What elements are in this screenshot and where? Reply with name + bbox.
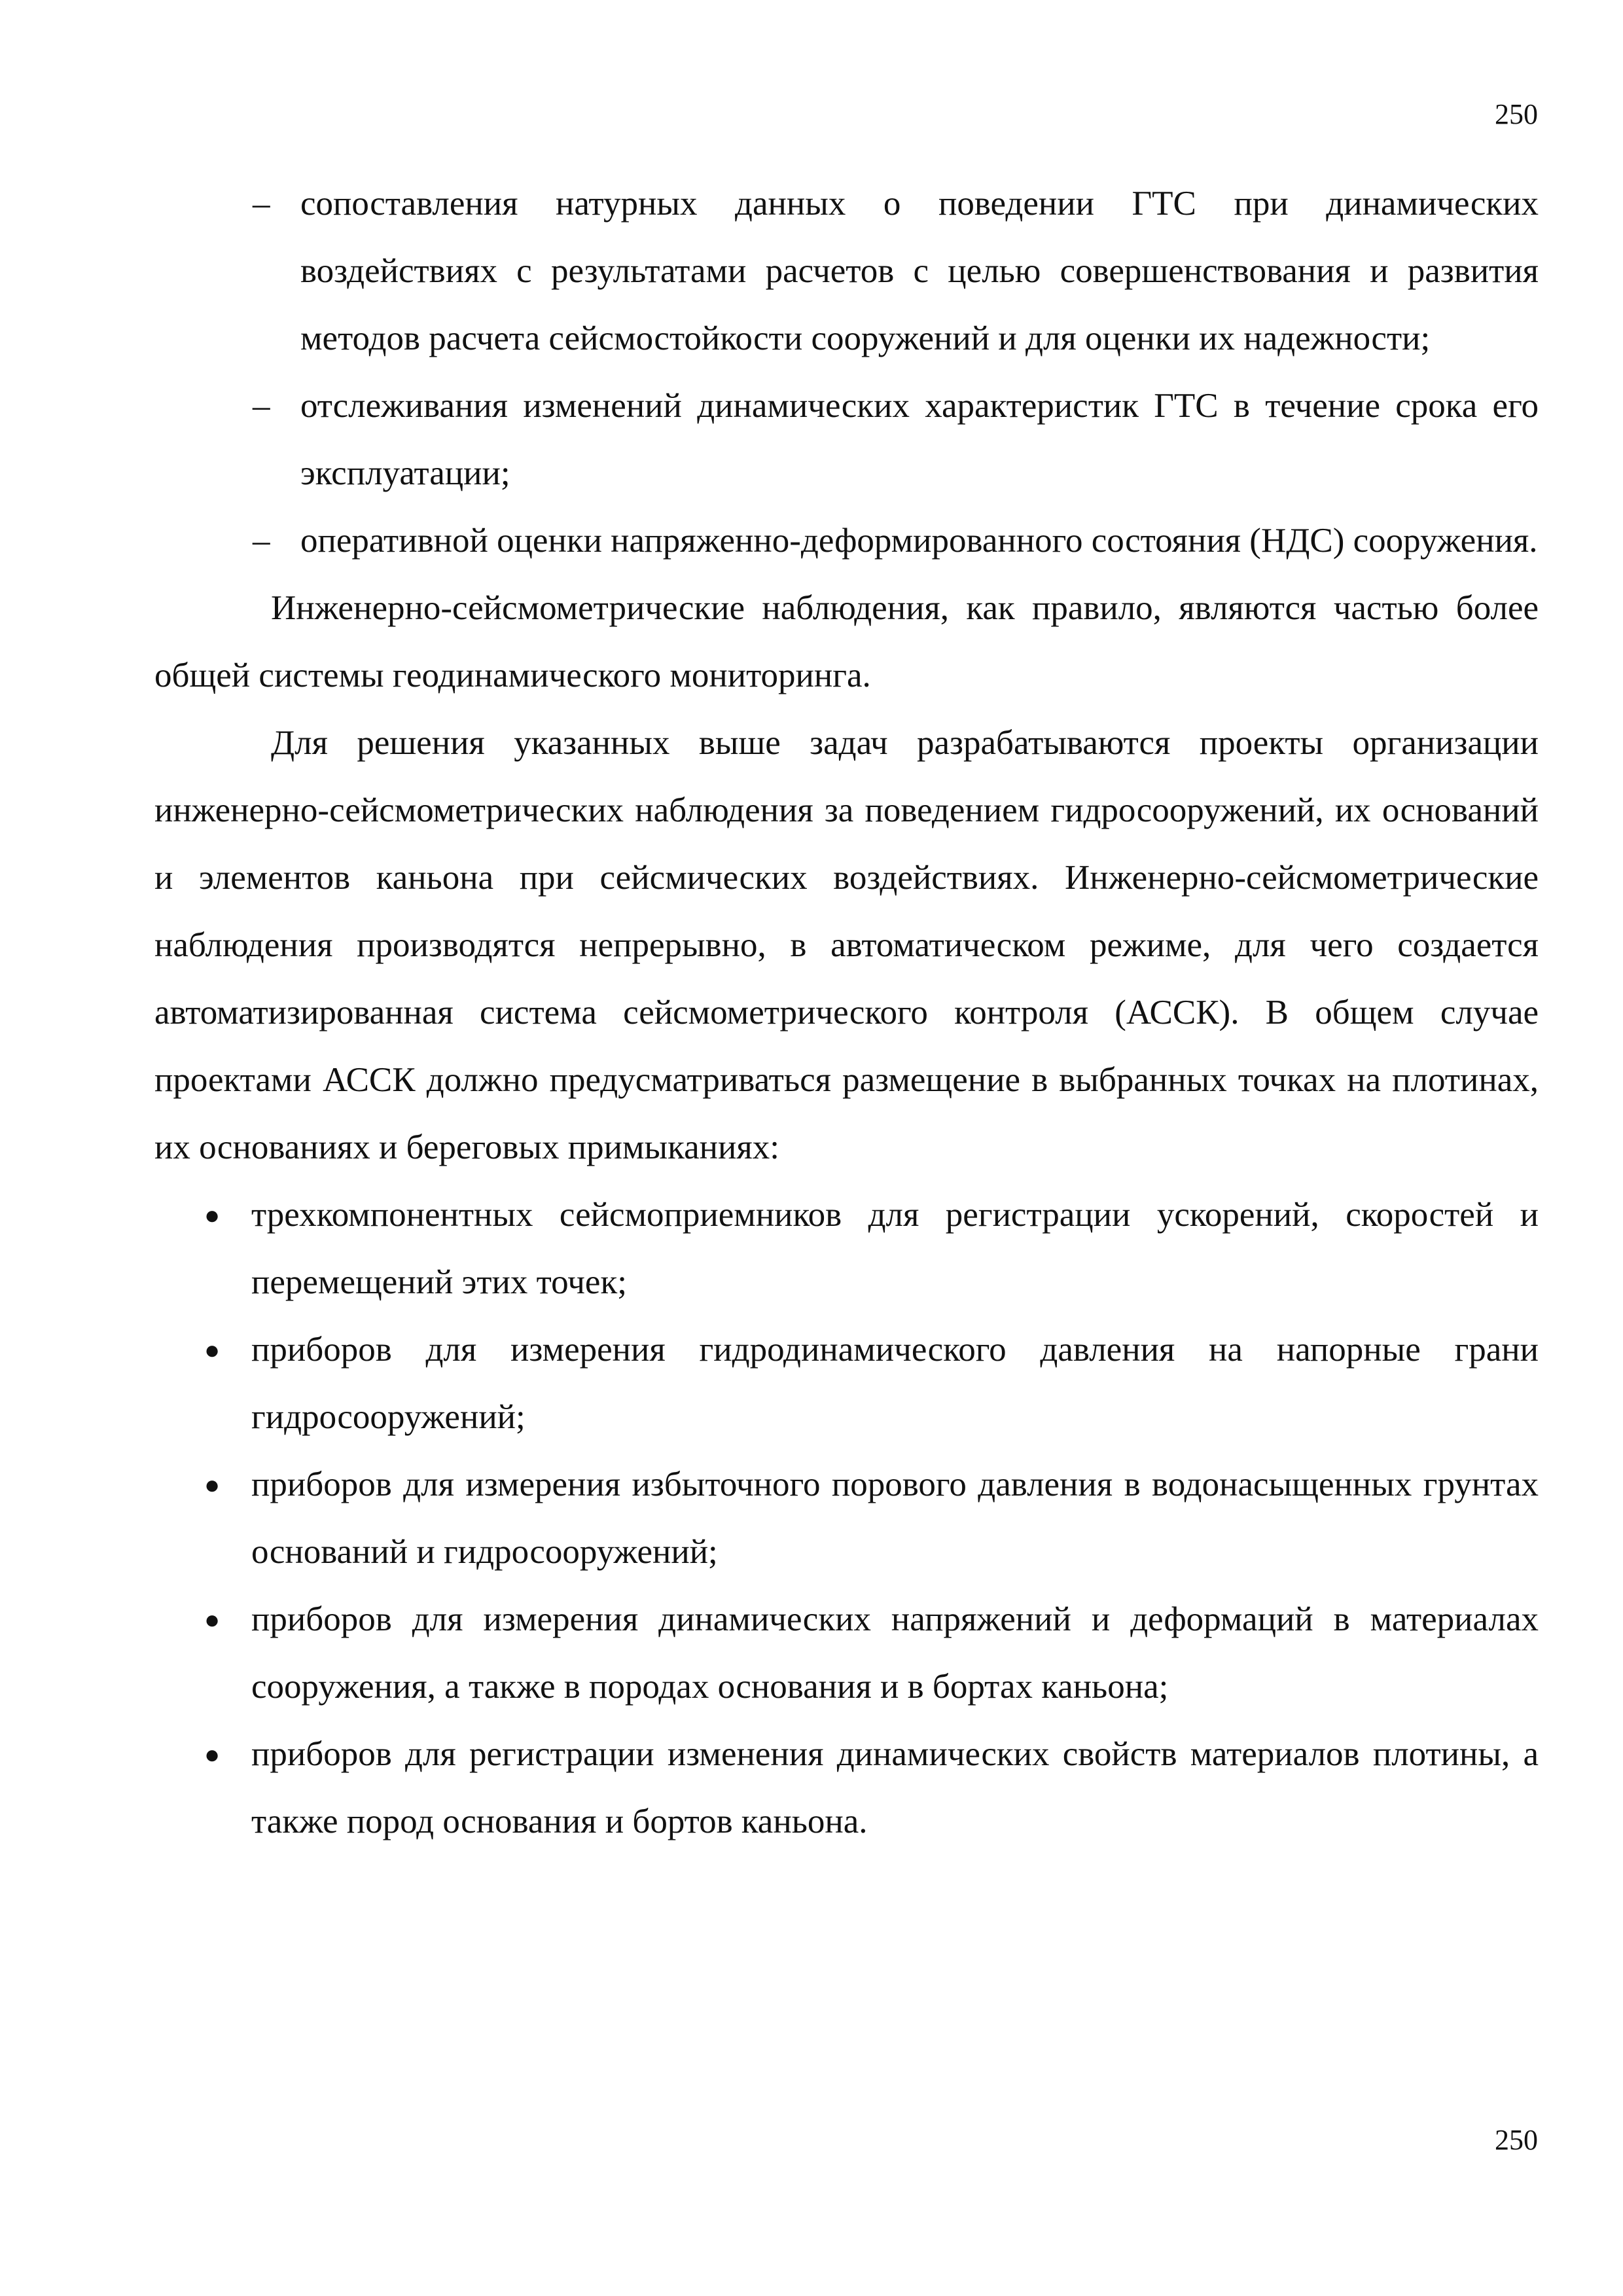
- bullet-list-item: [154, 1586, 1539, 1721]
- dash-item-text: оперативной оценки напряженно-деформированного состояния (НДС) сооружения.: [300, 522, 1538, 560]
- bullet-icon: ●: [204, 1605, 221, 1634]
- bullet-icon: ●: [204, 1740, 221, 1769]
- page-number-bottom: 250: [1495, 2124, 1538, 2156]
- dash-list: [154, 170, 1539, 575]
- bullet-icon: ●: [204, 1335, 221, 1365]
- dash-list-item: [154, 507, 1539, 575]
- dash-list-item: [154, 170, 1539, 372]
- dash-marker: –: [253, 522, 270, 560]
- paragraph: Для решения указанных выше задач разрабатываются проекты организации инженерно-сейсмометрических наблюдения за поведением гидросооружений, их оснований и элементов каньона при сейсмических воздействиях. Инженерно-сейсмометрические наблюдения производятся непрерывно, в автоматическом режиме, для чего создается автоматизированная система сейсмометрического контроля (АССК). В общем случае проектами АССК должно предусматриваться размещение в выбранных точках на плотинах, их основаниях и береговых примыканиях:: [154, 724, 1539, 1166]
- dash-list-item: [154, 372, 1539, 507]
- bullet-item-text: трехкомпонентных сейсмоприемников для регистрации ускорений, скоростей и перемещений этих точек;: [251, 1196, 1539, 1301]
- bullet-list-item: [154, 1316, 1539, 1451]
- bullet-list-item: [154, 1181, 1539, 1316]
- page-body: [154, 170, 1539, 1856]
- bullet-list: [154, 1181, 1539, 1856]
- bullet-item-text: приборов для регистрации изменения динамических свойств материалов плотины, а также пород основания и бортов каньона.: [251, 1735, 1539, 1840]
- bullet-item-text: приборов для измерения динамических напряжений и деформаций в материалах сооружения, а также в породах основания и в бортах каньона;: [251, 1600, 1539, 1706]
- bullet-icon: ●: [204, 1470, 221, 1499]
- dash-marker: –: [253, 185, 270, 223]
- dash-marker: –: [253, 387, 270, 425]
- bullet-icon: ●: [204, 1200, 221, 1230]
- page-number-top: 250: [1495, 98, 1538, 130]
- dash-item-text: отслеживания изменений динамических характеристик ГТС в течение срока его эксплуатации;: [300, 387, 1539, 492]
- dash-item-text: сопоставления натурных данных о поведении ГТС при динамических воздействиях с результатами расчетов с целью совершенствования и развития методов расчета сейсмостойкости сооружений и для оценки их надежности;: [300, 185, 1539, 357]
- bullet-item-text: приборов для измерения гидродинамического давления на напорные грани гидросооружений;: [251, 1331, 1539, 1436]
- bullet-list-item: [154, 1451, 1539, 1586]
- bullet-item-text: приборов для измерения избыточного порового давления в водонасыщенных грунтах оснований и гидросооружений;: [251, 1465, 1539, 1571]
- bullet-list-item: [154, 1721, 1539, 1856]
- paragraph: Инженерно-сейсмометрические наблюдения, как правило, являются частью более общей системы геодинамического мониторинга.: [154, 589, 1539, 694]
